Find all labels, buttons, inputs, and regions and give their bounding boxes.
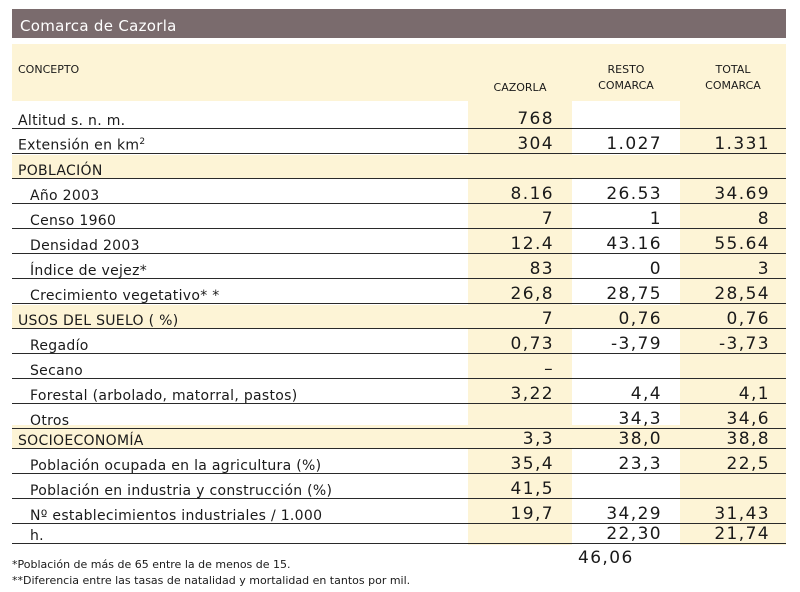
row-label (30, 213, 116, 229)
table-row (12, 305, 786, 329)
table-row (12, 380, 786, 404)
row-label-text: Secano (30, 363, 84, 379)
table-row (12, 180, 786, 204)
row-label (30, 263, 147, 279)
row-label (18, 163, 103, 179)
row-label (30, 483, 332, 499)
table-row (12, 475, 786, 499)
row-label-text: Nº establecimientos industriales / 1.000 (30, 508, 323, 524)
header-resto-line2: COMARCA (598, 79, 654, 92)
total-value: 55.64 (714, 234, 770, 254)
cazorla-value: 3,3 (522, 429, 554, 449)
row-label (30, 363, 83, 379)
table-row (12, 130, 786, 154)
footnote-1: *Población de más de 65 entre la de menos de 15. (12, 558, 291, 571)
cazorla-value: 0,73 (510, 334, 554, 354)
row-label (30, 458, 321, 474)
row-underline (12, 378, 786, 379)
cazorla-value: 7 (541, 309, 554, 329)
resto-value: 1.027 (606, 134, 662, 154)
table-row (12, 425, 786, 449)
header-total-line1: TOTAL (715, 63, 751, 76)
resto-value: 0 (649, 259, 662, 279)
row-underline (12, 203, 786, 204)
row-underline (12, 543, 786, 544)
row-label-text: Índice de vejez* (30, 263, 148, 279)
row-label-text: SOCIOECONOMÍA (18, 433, 144, 449)
extra-value: 46,06 (578, 548, 634, 568)
total-value: 1.331 (714, 134, 770, 154)
row-label (30, 238, 140, 254)
row-label-text: Población en industria y construcción (%) (30, 483, 333, 499)
row-label-text: Altitud s. n. m. (18, 113, 126, 129)
total-value: -3,73 (719, 334, 770, 354)
row-label-text: h. (30, 528, 44, 544)
table-row (12, 355, 786, 379)
footnote-2: **Diferencia entre las tasas de natalidad y mortalidad en tantos por mil. (12, 574, 411, 587)
table-row (12, 280, 786, 304)
row-label-text: Forestal (arbolado, matorral, pastos) (30, 388, 298, 404)
row-label (30, 288, 220, 304)
row-label-text: Extensión en km (18, 138, 140, 154)
row-label-superscript: 2 (139, 137, 146, 148)
total-value: 28,54 (714, 284, 770, 304)
row-label-text: Crecimiento vegetativo* * (30, 288, 220, 304)
cazorla-value: 304 (517, 134, 554, 154)
table-row (12, 520, 786, 544)
row-underline (12, 128, 786, 129)
total-value: 3 (757, 259, 770, 279)
table-row (12, 230, 786, 254)
total-value: 38,8 (726, 429, 770, 449)
resto-value: 43.16 (606, 234, 662, 254)
cazorla-value: – (544, 359, 554, 379)
table-row (12, 255, 786, 279)
total-value: 31,43 (714, 504, 770, 524)
total-value: 8 (757, 209, 770, 229)
resto-value: 23,3 (618, 454, 662, 474)
cazorla-value: 768 (517, 109, 554, 129)
row-label-text: Densidad 2003 (30, 238, 140, 254)
cazorla-value: 3,22 (510, 384, 554, 404)
resto-value: -3,79 (611, 334, 662, 354)
cazorla-value: 8.16 (510, 184, 554, 204)
resto-value: 1 (649, 209, 662, 229)
row-label (30, 528, 44, 544)
table-row (12, 330, 786, 354)
title-bar (12, 9, 786, 38)
cazorla-value: 26,8 (510, 284, 554, 304)
cazorla-value: 7 (541, 209, 554, 229)
resto-value: 22,30 (606, 524, 662, 544)
resto-value: 26.53 (606, 184, 662, 204)
row-label (18, 433, 144, 449)
header-resto-line1: RESTO (607, 63, 645, 76)
cazorla-value: 12.4 (510, 234, 554, 254)
row-label-text: Año 2003 (30, 188, 100, 204)
row-label (18, 137, 145, 154)
row-label-text: USOS DEL SUELO ( %) (18, 313, 179, 329)
header-total-line2: COMARCA (705, 79, 761, 92)
row-underline (12, 228, 786, 229)
table-title: Comarca de Cazorla (20, 17, 177, 35)
row-underline (12, 178, 786, 179)
cazorla-value: 35,4 (510, 454, 554, 474)
resto-value: 38,0 (618, 429, 662, 449)
resto-value: 0,76 (618, 309, 662, 329)
header-concepto: CONCEPTO (18, 63, 80, 76)
total-value: 4,1 (738, 384, 770, 404)
row-label-text: Otros (30, 413, 70, 429)
total-value: 22,5 (726, 454, 770, 474)
cazorla-value: 41,5 (510, 479, 554, 499)
row-label (30, 188, 100, 204)
table-row (12, 105, 786, 129)
cazorla-value: 83 (529, 259, 554, 279)
header-cazorla: CAZORLA (493, 81, 547, 94)
total-value: 34,6 (726, 409, 770, 429)
resto-value: 4,4 (630, 384, 662, 404)
resto-value: 28,75 (606, 284, 662, 304)
resto-value: 34,3 (618, 409, 662, 429)
row-label-text: Población ocupada en la agricultura (%) (30, 458, 322, 474)
total-value: 34.69 (714, 184, 770, 204)
row-underline (12, 353, 786, 354)
table-row (12, 155, 786, 179)
row-label (18, 113, 125, 129)
cazorla-value: 19,7 (510, 504, 554, 524)
row-label-text: Regadío (30, 338, 89, 354)
total-value: 21,74 (714, 524, 770, 544)
row-label (18, 313, 179, 329)
row-label (30, 388, 298, 404)
resto-value: 34,29 (606, 504, 662, 524)
table-row (12, 205, 786, 229)
row-label-text: Censo 1960 (30, 213, 117, 229)
total-value: 0,76 (726, 309, 770, 329)
row-label (30, 338, 89, 354)
table-row (12, 450, 786, 474)
row-label-text: POBLACIÓN (18, 163, 103, 179)
